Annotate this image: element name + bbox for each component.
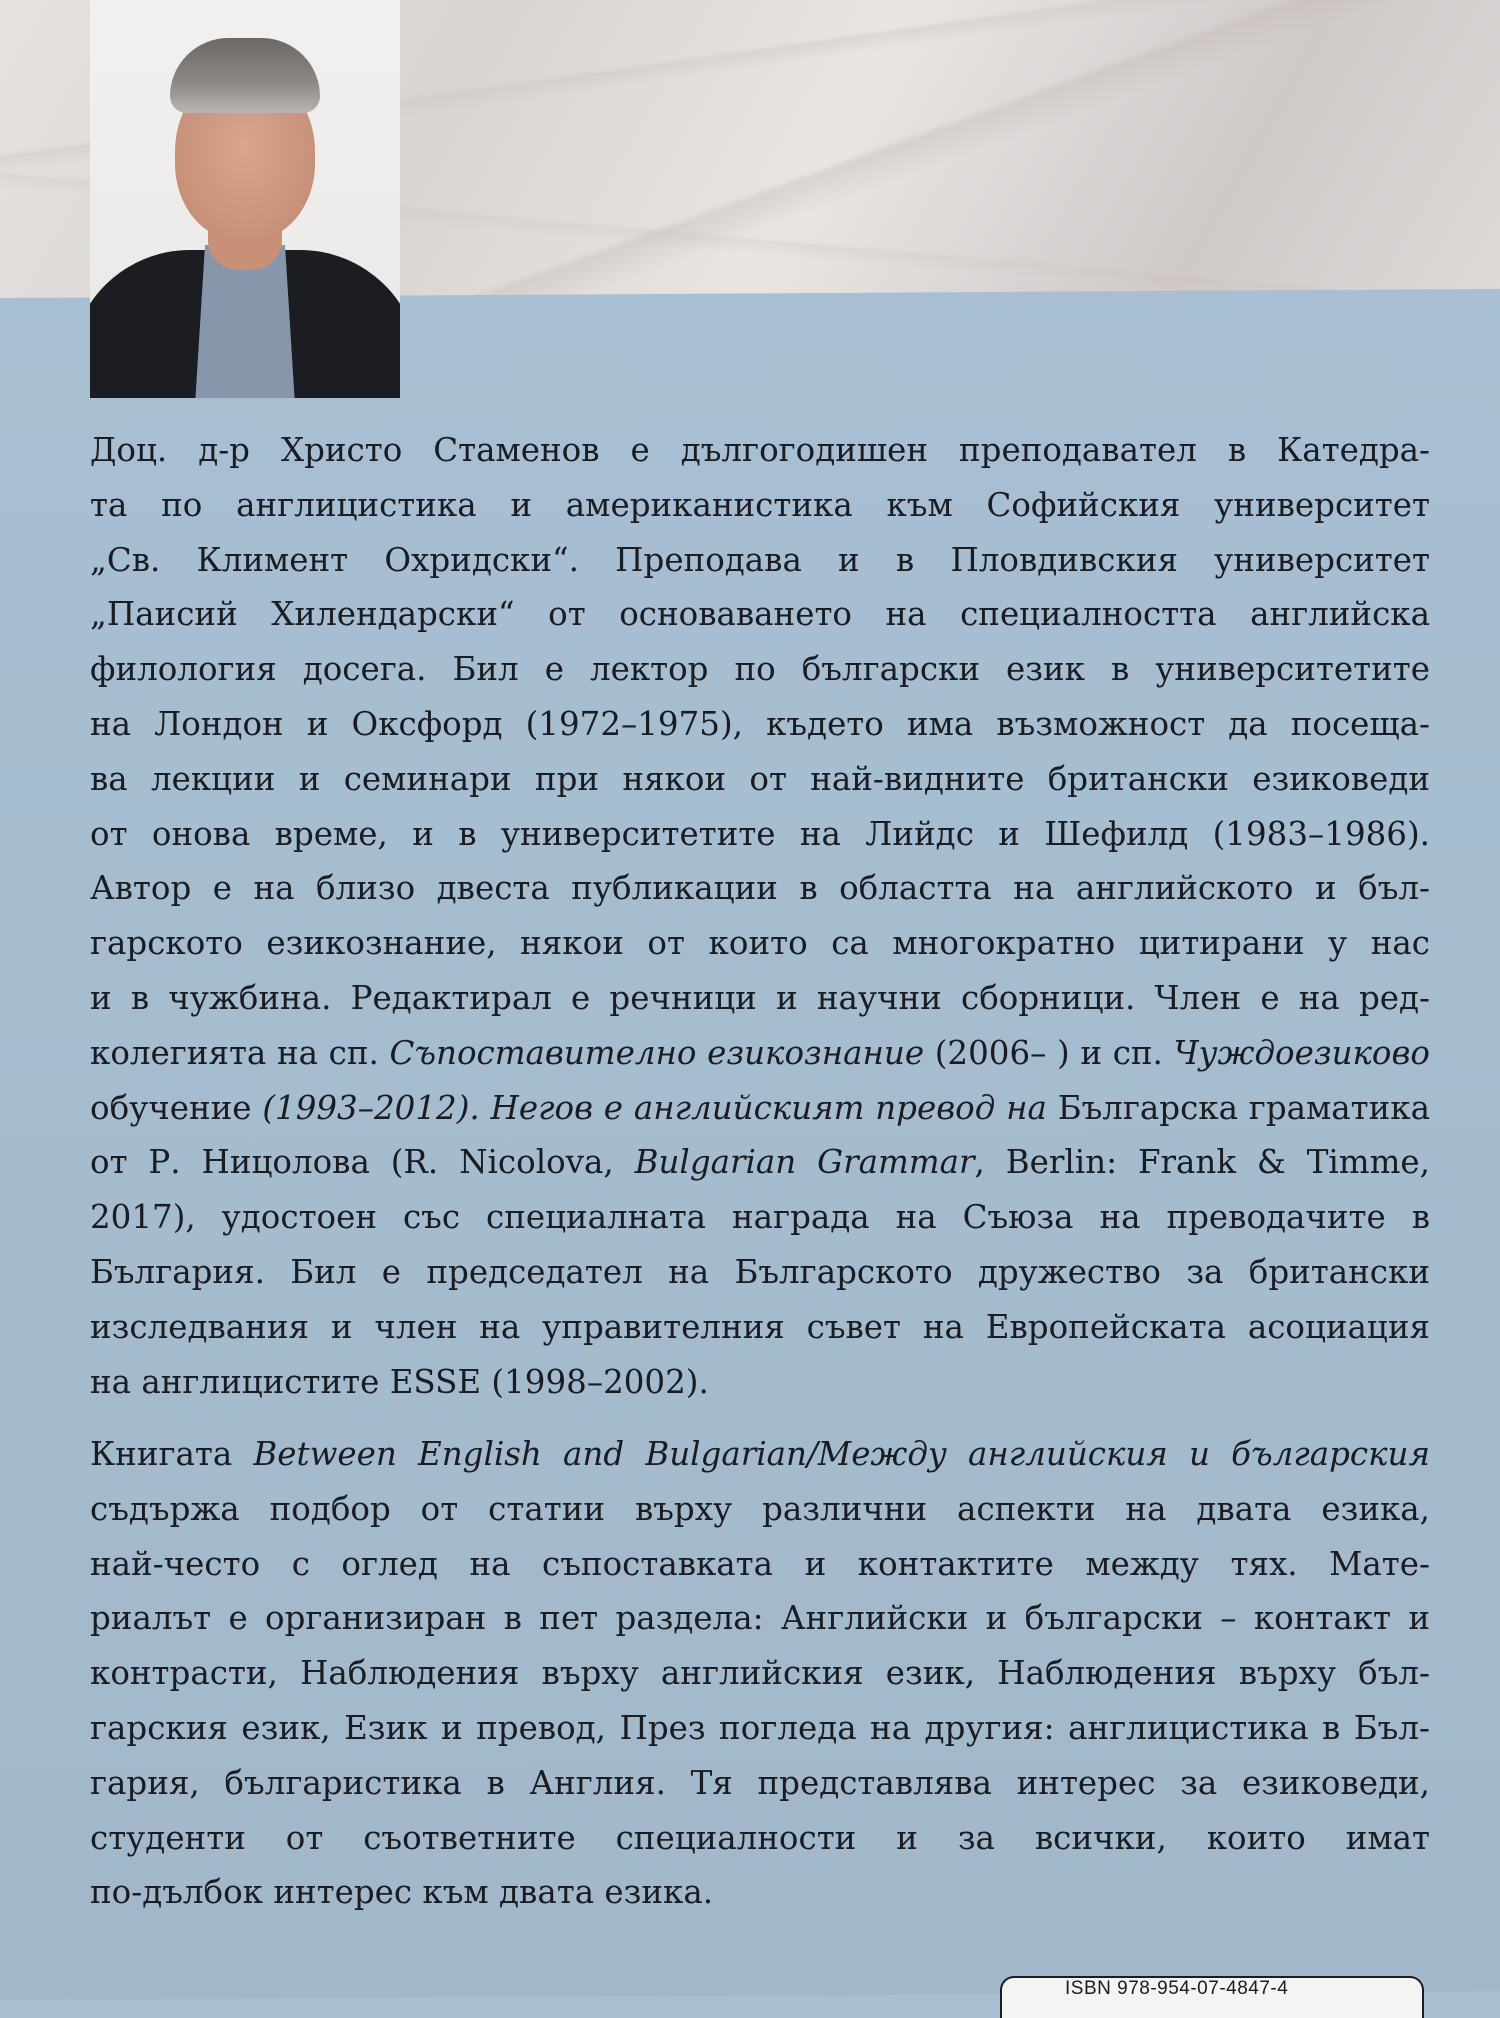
text-run: на Лондон и Оксфорд (1972–1975), където има възможност да посеща- bbox=[90, 704, 1430, 743]
bio-text-line bbox=[90, 1026, 1430, 1081]
bio-text-line bbox=[90, 1300, 1430, 1355]
text-run: обучение bbox=[90, 1088, 252, 1127]
book-text-line bbox=[90, 1811, 1430, 1866]
italic-title: Bulgarian Grammar bbox=[634, 1143, 975, 1182]
text-run: Книгата bbox=[90, 1435, 254, 1473]
text-run: (2006– ) и сп. bbox=[924, 1033, 1174, 1072]
text-run: изследвания и член на управителния съвет на Европейската асоциация bbox=[90, 1307, 1430, 1346]
text-run: студенти от съответните специалности и за всички, които имат bbox=[90, 1818, 1430, 1857]
text-run: на англицистите ESSE (1998–2002). bbox=[90, 1362, 709, 1401]
text-run: та по англицистика и американистика към Софийския университет bbox=[90, 485, 1430, 524]
text-run: 2017), удостоен със специалната награда на Съюза на преводачите в bbox=[90, 1198, 1430, 1237]
text-run: , Berlin: Frank & Timme, bbox=[974, 1143, 1430, 1182]
text-run: гарското езикознание, някои от които са многократно цитирани у нас bbox=[90, 924, 1430, 963]
text-run: Доц. д-р Христо Стаменов е дългогодишен преподавател в Катедра- bbox=[90, 431, 1430, 469]
book-text-line bbox=[90, 1482, 1430, 1537]
text-run: от онова време, и в университетите на Лийдс и Шефилд (1983–1986). bbox=[90, 814, 1430, 853]
book-text-line bbox=[90, 1756, 1430, 1811]
book-text-line bbox=[90, 1591, 1430, 1646]
text-run: „Св. Климент Охридски“. Преподава и в Пловдивския университет bbox=[90, 540, 1430, 579]
text-run: и в чужбина. Редактирал е речници и научни сборници. Член е на ред- bbox=[90, 978, 1430, 1017]
italic-title: Between English and Bulgarian/Между английския и българския bbox=[253, 1435, 1430, 1473]
bio-text-line bbox=[90, 697, 1430, 752]
text-run: България. Бил е председател на Българското дружество за британски bbox=[90, 1252, 1430, 1291]
text-run: гария, българистика в Англия. Тя представлява интерес за езиковеди, bbox=[90, 1763, 1430, 1802]
text-run: най-често с оглед на съпоставката и контактите между тях. Мате- bbox=[90, 1544, 1430, 1583]
isbn-label: ISBN 978-954-07-4847-4 bbox=[1065, 1978, 1289, 1999]
bio-text-line bbox=[90, 861, 1430, 916]
text-run: филология досега. Бил е лектор по български език в университетите bbox=[90, 650, 1430, 689]
bio-text-line bbox=[90, 807, 1430, 862]
bio-text-line bbox=[90, 752, 1430, 807]
text-run: колегията на сп. bbox=[90, 1033, 390, 1072]
bio-text-line bbox=[90, 642, 1430, 697]
text-run: риалът е организиран в пет раздела: Английски и български – контакт и bbox=[90, 1599, 1430, 1638]
bio-text-line bbox=[90, 916, 1430, 971]
bio-text-line bbox=[90, 1355, 1430, 1410]
italic-title: Чуждоезиково bbox=[1173, 1033, 1430, 1072]
text-run: от Р. Ницолова (R. Nicolova, bbox=[90, 1143, 635, 1182]
book-text-line bbox=[90, 1701, 1430, 1756]
text-run: контрасти, Наблюдения върху английския език, Наблюдения върху бъл- bbox=[90, 1654, 1430, 1693]
text-run: ва лекции и семинари при някои от най-видните британски езиковеди bbox=[90, 759, 1430, 798]
bio-text-line bbox=[90, 423, 1430, 478]
text-run: Автор е на близо двеста публикации в областта на английското и бъл- bbox=[90, 869, 1430, 908]
italic-title: Съпоставително езикознание bbox=[389, 1033, 925, 1072]
text-run: Българска граматика bbox=[1057, 1088, 1430, 1127]
bio-text-line bbox=[90, 1245, 1430, 1300]
author-portrait bbox=[90, 0, 400, 398]
text-run: съдържа подбор от статии върху различни аспекти на двата езика, bbox=[90, 1489, 1430, 1528]
text-run: гарския език, Език и превод, През погледа на другия: англицистика в Бъл- bbox=[90, 1708, 1430, 1747]
book-description bbox=[90, 1427, 1430, 1920]
book-text-line bbox=[90, 1865, 1430, 1920]
bio-text-line bbox=[90, 478, 1430, 533]
italic-title: (1993–2012). Негов е английският превод на bbox=[251, 1088, 1058, 1127]
book-text-line bbox=[90, 1427, 1430, 1482]
book-text-line bbox=[90, 1646, 1430, 1701]
book-text-line bbox=[90, 1537, 1430, 1592]
bio-text-line bbox=[90, 1190, 1430, 1245]
bio-text-line bbox=[90, 1135, 1430, 1190]
text-run: „Паисий Хилендарски“ от основаването на специалността английска bbox=[90, 595, 1430, 634]
bio-text-line bbox=[90, 1081, 1430, 1136]
bio-text-line bbox=[90, 587, 1430, 642]
author-biography bbox=[90, 423, 1430, 1409]
bio-text-line bbox=[90, 533, 1430, 588]
bio-text-line bbox=[90, 971, 1430, 1026]
text-run: по-дълбок интерес към двата езика. bbox=[90, 1873, 714, 1912]
